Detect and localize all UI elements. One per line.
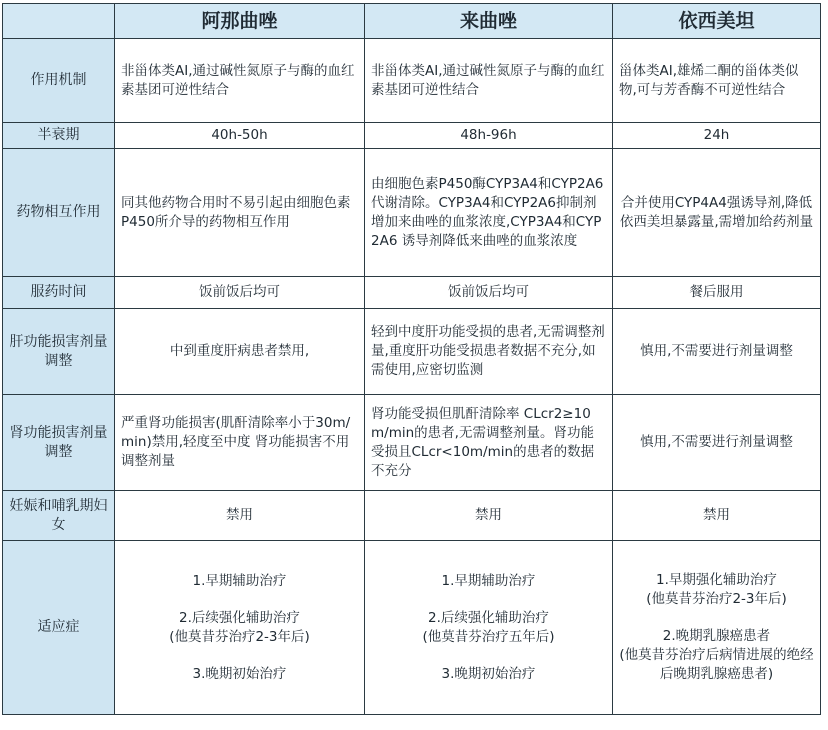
header-drug-anastrozole: 阿那曲唑 — [115, 4, 365, 39]
row-label-hepatic: 肝功能损害剂量调整 — [3, 309, 115, 395]
indication-note: (他莫昔芬治疗2-3年后) — [646, 591, 787, 607]
cell-hepatic-exemestane: 慎用,不需要进行剂量调整 — [613, 309, 821, 395]
cell-pregnancy-letrozole: 禁用 — [365, 491, 613, 541]
cell-mechanism-anastrozole: 非甾体类AI,通过碱性氮原子与酶的血红素基团可逆性结合 — [115, 39, 365, 123]
cell-half-life-exemestane: 24h — [613, 123, 821, 149]
indication-item: 2.后续强化辅助治疗 — [428, 609, 549, 626]
row-indications — [3, 541, 821, 715]
cell-indications-anastrozole — [115, 541, 365, 715]
indication-item: 3.晚期初始治疗 — [192, 665, 287, 682]
cell-mechanism-exemestane: 甾体类AI,雄烯二酮的甾体类似物,可与芳香酶不可逆性结合 — [613, 39, 821, 123]
cell-pregnancy-exemestane: 禁用 — [613, 491, 821, 541]
row-half-life — [3, 123, 821, 149]
cell-interactions-anastrozole: 同其他药物合用时不易引起由细胞色素P450所介导的药物相互作用 — [115, 149, 365, 277]
indication-note: (他莫昔芬治疗后病情进展的绝经后晚期乳腺癌患者) — [619, 647, 814, 682]
cell-half-life-anastrozole: 40h-50h — [115, 123, 365, 149]
row-label-renal: 肾功能损害剂量调整 — [3, 395, 115, 491]
row-label-dosing-time: 服药时间 — [3, 277, 115, 309]
cell-half-life-letrozole: 48h-96h — [365, 123, 613, 149]
cell-hepatic-letrozole: 轻到中度肝功能受损的患者,无需调整剂量,重度肝功能受损患者数据不充分,如需使用,应密切监测 — [365, 309, 613, 395]
cell-dosing-time-anastrozole: 饭前饭后均可 — [115, 277, 365, 309]
row-label-indications: 适应症 — [3, 541, 115, 715]
cell-renal-anastrozole: 严重肾功能损害(肌酐清除率小于30m/min)禁用,轻度至中度 肾功能损害不用调整剂量 — [115, 395, 365, 491]
indication-item: 2.后续强化辅助治疗 — [179, 609, 300, 626]
row-pregnancy — [3, 491, 821, 541]
header-row — [3, 4, 821, 39]
row-interactions — [3, 149, 821, 277]
row-hepatic — [3, 309, 821, 395]
indication-item: 1.早期辅助治疗 — [192, 572, 287, 589]
row-label-mechanism: 作用机制 — [3, 39, 115, 123]
indication-note: (他莫昔芬治疗五年后) — [422, 628, 555, 645]
cell-mechanism-letrozole: 非甾体类AI,通过碱性氮原子与酶的血红素基团可逆性结合 — [365, 39, 613, 123]
row-renal — [3, 395, 821, 491]
header-corner — [3, 4, 115, 39]
row-label-half-life: 半衰期 — [3, 123, 115, 149]
header-drug-letrozole: 来曲唑 — [365, 4, 613, 39]
comparison-table-container — [2, 3, 820, 715]
row-label-interactions: 药物相互作用 — [3, 149, 115, 277]
indication-item: 1.早期强化辅助治疗 — [656, 572, 777, 588]
cell-dosing-time-letrozole: 饭前饭后均可 — [365, 277, 613, 309]
row-mechanism — [3, 39, 821, 123]
drug-comparison-table — [2, 3, 821, 715]
indication-note: (他莫昔芬治疗2-3年后) — [169, 628, 310, 645]
cell-dosing-time-exemestane: 餐后服用 — [613, 277, 821, 309]
indication-item: 1.早期辅助治疗 — [441, 572, 536, 589]
cell-indications-exemestane — [613, 541, 821, 715]
cell-interactions-letrozole: 由细胞色素P450酶CYP3A4和CYP2A6代谢清除。CYP3A4和CYP2A6抑制剂增加来曲唑的血浆浓度,CYP3A4和CYP2A6 诱导剂降低来曲唑的血浆浓度 — [365, 149, 613, 277]
row-dosing-time — [3, 277, 821, 309]
header-drug-exemestane: 依西美坦 — [613, 4, 821, 39]
indication-item: 3.晚期初始治疗 — [441, 665, 536, 682]
cell-interactions-exemestane: 合并使用CYP4A4强诱导剂,降低依西美坦暴露量,需增加给药剂量 — [613, 149, 821, 277]
cell-renal-letrozole: 肾功能受损但肌酐清除率 CLcr2≥10m/min的患者,无需调整剂量。肾功能受损且CLcr<10m/min的患者的数据不充分 — [365, 395, 613, 491]
cell-pregnancy-anastrozole: 禁用 — [115, 491, 365, 541]
cell-hepatic-anastrozole: 中到重度肝病患者禁用, — [115, 309, 365, 395]
cell-indications-letrozole — [365, 541, 613, 715]
cell-renal-exemestane: 慎用,不需要进行剂量调整 — [613, 395, 821, 491]
indication-item: 2.晚期乳腺癌患者 — [662, 628, 771, 644]
row-label-pregnancy: 妊娠和哺乳期妇女 — [3, 491, 115, 541]
